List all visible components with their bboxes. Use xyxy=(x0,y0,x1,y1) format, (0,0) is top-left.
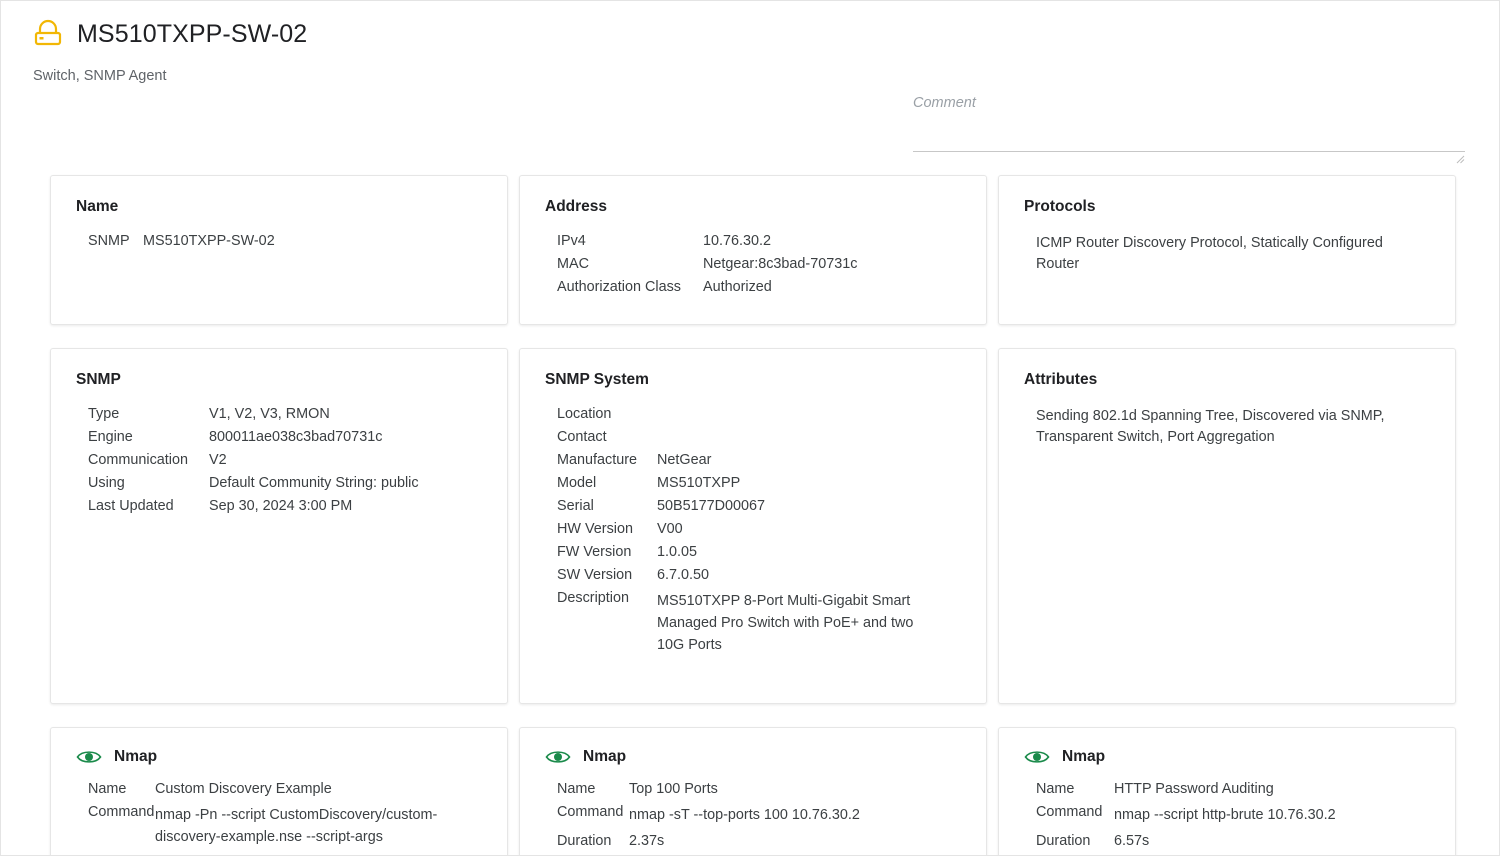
kv-row xyxy=(88,429,482,445)
kv-value: 10.76.30.2 xyxy=(703,233,772,249)
kv-key: Command xyxy=(88,804,155,820)
comment-field-wrap[interactable] xyxy=(913,95,1465,152)
kv-row xyxy=(88,498,482,514)
card-attributes xyxy=(998,348,1456,704)
kv-row xyxy=(557,279,961,295)
kv-row xyxy=(557,452,961,468)
kv-value: V00 xyxy=(657,521,683,537)
kv-value: 2.37s xyxy=(629,833,665,849)
kv-value: nmap -sT --top-ports 100 10.76.30.2 xyxy=(629,807,860,823)
kv-key: Command xyxy=(1036,804,1103,820)
kv-key: SNMP xyxy=(88,233,130,249)
card-title-name: Name xyxy=(76,198,119,215)
card-title-attributes: Attributes xyxy=(1024,371,1098,388)
kv-row xyxy=(557,521,961,537)
kv-key: SW Version xyxy=(557,567,633,583)
kv-key: Serial xyxy=(557,498,594,514)
card-title-snmp-system: SNMP System xyxy=(545,371,649,388)
kv-key: MAC xyxy=(557,256,589,272)
kv-row xyxy=(88,781,482,797)
kv-key: Duration xyxy=(1036,833,1091,849)
kv-row xyxy=(557,781,961,797)
nmap1-kv-list xyxy=(76,781,482,848)
page-subtitle: Switch, SNMP Agent xyxy=(33,68,167,84)
kv-value: V2 xyxy=(209,452,227,468)
resize-grip-icon[interactable] xyxy=(1455,151,1465,161)
nmap-title: Nmap xyxy=(114,748,158,765)
kv-key: Name xyxy=(1036,781,1075,797)
kv-key: Name xyxy=(88,781,127,797)
card-name xyxy=(50,175,508,325)
kv-key: Model xyxy=(557,475,597,491)
kv-key: HW Version xyxy=(557,521,633,537)
kv-row xyxy=(557,804,961,826)
kv-key: Manufacture xyxy=(557,452,637,468)
kv-value: nmap --script http-brute 10.76.30.2 xyxy=(1114,807,1336,823)
card-title-snmp: SNMP xyxy=(76,371,121,388)
kv-key: Engine xyxy=(88,429,133,445)
kv-row xyxy=(88,406,482,422)
kv-row xyxy=(557,256,961,272)
kv-row xyxy=(88,452,482,468)
kv-key: Command xyxy=(557,804,624,820)
kv-value: Authorized xyxy=(703,279,772,295)
kv-value: HTTP Password Auditing xyxy=(1114,781,1274,797)
eye-icon xyxy=(1024,749,1050,765)
kv-value: Custom Discovery Example xyxy=(155,781,332,797)
kv-row xyxy=(1036,833,1430,849)
nmap3-kv-list xyxy=(1024,781,1430,849)
kv-key: Name xyxy=(557,781,596,797)
card-snmp-system xyxy=(519,348,987,704)
card-protocols xyxy=(998,175,1456,325)
switch-icon xyxy=(33,19,63,49)
kv-row xyxy=(557,475,961,491)
kv-key: Authorization Class xyxy=(557,279,681,295)
kv-key: Duration xyxy=(557,833,612,849)
kv-value: 6.7.0.50 xyxy=(657,567,710,583)
kv-row xyxy=(88,804,482,848)
snmp-kv-list xyxy=(76,406,482,514)
comment-input[interactable] xyxy=(913,119,1465,152)
kv-value: Netgear:8c3bad-70731c xyxy=(703,256,858,272)
kv-value: NetGear xyxy=(657,452,712,468)
kv-value: Default Community String: public xyxy=(209,475,419,491)
page-header xyxy=(1,1,1499,84)
kv-value: MS510TXPP-SW-02 xyxy=(143,233,275,249)
eye-icon xyxy=(76,749,102,765)
card-address xyxy=(519,175,987,325)
kv-key: FW Version xyxy=(557,544,632,560)
kv-row xyxy=(557,233,961,249)
eye-icon xyxy=(545,749,571,765)
kv-key: Contact xyxy=(557,429,607,445)
card-nmap-1 xyxy=(50,727,508,856)
kv-key: IPv4 xyxy=(557,233,586,249)
kv-key: Type xyxy=(88,406,120,422)
kv-row xyxy=(557,429,961,445)
nmap-title-row xyxy=(1024,748,1430,766)
snmp-system-kv-list xyxy=(545,406,961,656)
card-title-address: Address xyxy=(545,198,608,215)
kv-value: Top 100 Ports xyxy=(629,781,718,797)
attributes-text: Sending 802.1d Spanning Tree, Discovered via SNMP, Transparent Switch, Port Aggregation xyxy=(1036,408,1385,445)
nmap-title: Nmap xyxy=(1062,748,1106,765)
kv-value: nmap -Pn --script CustomDiscovery/custom-discovery-example.nse --script-args xyxy=(155,807,438,845)
kv-key: Using xyxy=(88,475,125,491)
card-title-protocols: Protocols xyxy=(1024,198,1096,215)
kv-value: 800011ae038c3bad70731c xyxy=(209,429,383,445)
title-row xyxy=(33,19,1499,49)
kv-value: MS510TXPP 8-Port Multi-Gigabit Smart Managed Pro Switch with PoE+ and two 10G Ports xyxy=(657,593,914,653)
page-title: MS510TXPP-SW-02 xyxy=(77,19,308,48)
kv-value: 50B5177D00067 xyxy=(657,498,766,514)
card-nmap-3 xyxy=(998,727,1456,856)
address-kv-list xyxy=(545,233,961,295)
kv-row xyxy=(557,544,961,560)
kv-row xyxy=(557,406,961,422)
kv-row xyxy=(1036,804,1430,826)
name-kv-list xyxy=(76,233,482,249)
card-nmap-2 xyxy=(519,727,987,856)
cards-grid xyxy=(50,175,1445,856)
kv-key: Description xyxy=(557,590,629,606)
card-snmp xyxy=(50,348,508,704)
kv-value: 1.0.05 xyxy=(657,544,698,560)
kv-key: Communication xyxy=(88,452,188,468)
protocols-text: ICMP Router Discovery Protocol, Statically Configured Router xyxy=(1036,235,1383,272)
nmap2-kv-list xyxy=(545,781,961,849)
kv-row xyxy=(1036,781,1430,797)
kv-row xyxy=(88,475,482,491)
nmap-title: Nmap xyxy=(583,748,627,765)
nmap-title-row xyxy=(76,748,482,766)
kv-key: Location xyxy=(557,406,612,422)
kv-row xyxy=(557,590,961,656)
kv-row xyxy=(557,498,961,514)
kv-value: MS510TXPP xyxy=(657,475,741,491)
kv-value: 6.57s xyxy=(1114,833,1150,849)
kv-row xyxy=(557,833,961,849)
kv-key: Last Updated xyxy=(88,498,174,514)
kv-row xyxy=(88,233,482,249)
nmap-title-row xyxy=(545,748,961,766)
comment-placeholder: Comment xyxy=(913,95,976,111)
kv-row xyxy=(557,567,961,583)
kv-value: Sep 30, 2024 3:00 PM xyxy=(209,498,353,514)
kv-value: V1, V2, V3, RMON xyxy=(209,406,330,422)
